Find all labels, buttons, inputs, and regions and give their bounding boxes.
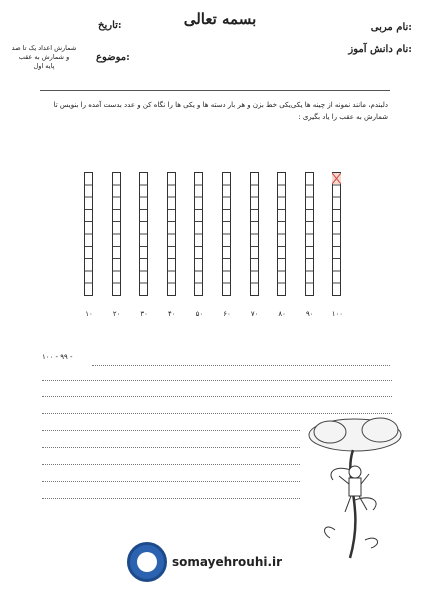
unit-column bbox=[194, 172, 203, 296]
student-name-label: نام دانش آموز: bbox=[348, 44, 412, 55]
answer-line[interactable] bbox=[42, 430, 300, 431]
site-logo-icon bbox=[127, 542, 167, 582]
crossed-unit-mark bbox=[332, 173, 341, 185]
column-label: ۳۰ bbox=[140, 310, 148, 318]
column-label: ۵۰ bbox=[195, 310, 204, 318]
unit-column bbox=[167, 172, 176, 296]
unit-column bbox=[332, 172, 341, 296]
topic-line-2: و شمارش به عقب bbox=[18, 53, 70, 61]
column-label: ۲۰ bbox=[112, 310, 121, 318]
unit-column bbox=[305, 172, 314, 296]
column-label: ۶۰ bbox=[223, 310, 231, 318]
column-label: ۱۰ bbox=[85, 310, 93, 318]
beanstalk-boy-illustration bbox=[295, 410, 415, 560]
unit-column bbox=[222, 172, 231, 296]
column-label: ۱۰۰ bbox=[331, 310, 344, 318]
column-label: ۴۰ bbox=[168, 310, 176, 318]
unit-column bbox=[250, 172, 259, 296]
page-title: بسمه تعالی bbox=[183, 10, 257, 28]
answer-line[interactable] bbox=[92, 365, 390, 366]
answer-line[interactable] bbox=[42, 380, 392, 381]
topic-box bbox=[4, 44, 84, 71]
unit-column bbox=[139, 172, 148, 296]
topic-line-3: پایه اول bbox=[33, 62, 55, 70]
sequence-start: ۱۰۰ - ۹۹ - bbox=[42, 353, 73, 361]
unit-column bbox=[84, 172, 93, 296]
teacher-name-label: نام مربی: bbox=[370, 22, 412, 33]
column-label: ۸۰ bbox=[278, 310, 286, 318]
answer-line[interactable] bbox=[42, 498, 300, 499]
unit-column bbox=[277, 172, 286, 296]
column-label: ۷۰ bbox=[250, 310, 259, 318]
date-label: تاریخ: bbox=[98, 20, 122, 31]
header-divider bbox=[40, 90, 390, 91]
column-label: ۹۰ bbox=[306, 310, 314, 318]
site-url: somayehrouhi.ir bbox=[172, 555, 283, 569]
answer-line[interactable] bbox=[42, 481, 300, 482]
answer-line[interactable] bbox=[42, 464, 300, 465]
subject-label: موضوع: bbox=[96, 52, 130, 63]
topic-line-1: شمارش اعداد یک تا صد bbox=[11, 44, 77, 52]
unit-column bbox=[112, 172, 121, 296]
instruction-text: دلبندم، مانند نمونه از چینه ها یکی‌یکی خط بزن و هر بار دسته ها و یکی ها را نگاه کن و عدد بدست آمده را بنویس تا شمارش به عقب را یاد بگیری : bbox=[53, 101, 388, 121]
answer-line[interactable] bbox=[42, 447, 300, 448]
answer-line[interactable] bbox=[42, 396, 392, 397]
